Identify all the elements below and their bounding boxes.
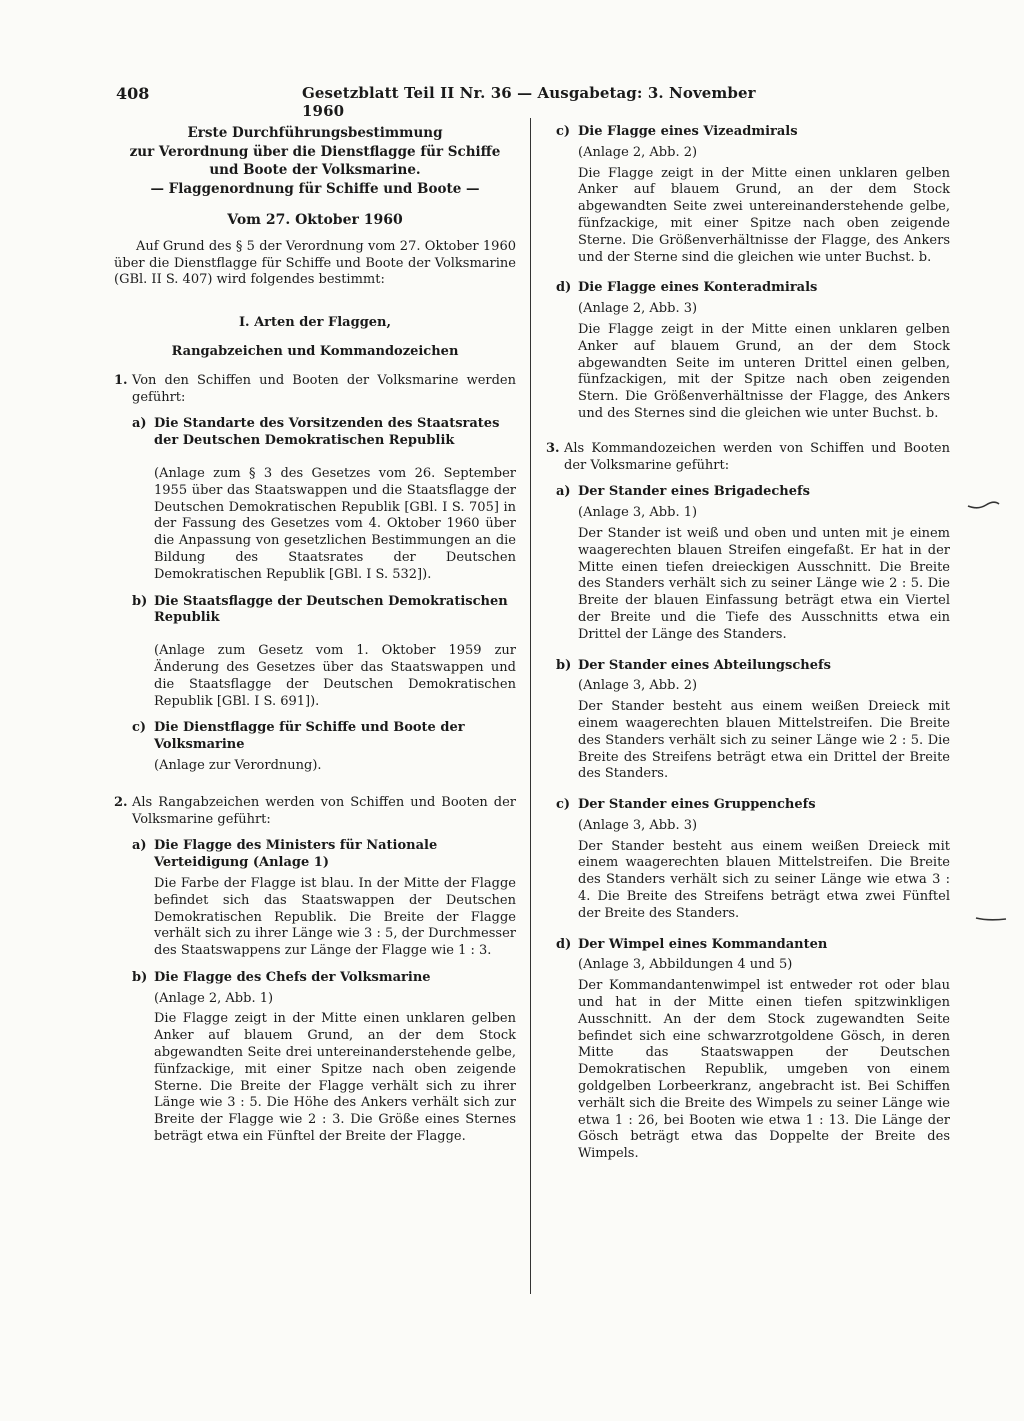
sub-item-title: Die Dienstflagge für Schiffe und Boote der Volksmarine [154, 720, 465, 753]
sub-item-2a [114, 838, 516, 872]
column-divider [530, 118, 531, 1294]
page-header [116, 84, 770, 120]
sub-item-title: Der Stander eines Brigadechefs [578, 484, 810, 500]
left-column [114, 124, 516, 1146]
sub-item-title: Die Flagge des Ministers für Nationale Verteidigung (Anlage 1) [154, 838, 438, 871]
item-text: Als Kommandozeichen werden von Schiffen und Booten der Volksmarine geführt: [564, 440, 950, 473]
page-number: 408 [116, 84, 150, 103]
annex-reference: (Anlage 3, Abb. 1) [578, 505, 698, 521]
document-title-line: Erste Durchführungsbestimmung [187, 125, 443, 141]
margin-mark [974, 914, 1008, 924]
sub-item-2d [556, 280, 950, 297]
sub-item-3c [556, 797, 950, 814]
list-item-3 [546, 441, 950, 475]
sub-item-2b [114, 970, 516, 987]
sub-item-label: c) [556, 124, 571, 139]
sub-item-title: Die Staatsflagge der Deutschen Demokratischen Republik [154, 593, 508, 626]
sub-item-label: b) [556, 657, 572, 673]
sub-item-label: d) [556, 280, 572, 296]
margin-mark [966, 500, 1000, 510]
list-item-2 [114, 795, 516, 829]
sub-item-body: Die Farbe der Flagge ist blau. In der Mitte der Flagge befindet sich das Staatswappen der Deutschen Demokratischen Republik. Die Breite der Flagge verhält sich zu ihrer Länge wie 3 : 5, der Durchmesser des Staatswappens zur Länge der Flagge wie 1 : 3. [154, 875, 516, 959]
list-item-1 [114, 373, 516, 407]
document-subtitle: — Flaggenordnung für Schiffe und Boote — [150, 180, 480, 197]
sub-item-3a [556, 484, 950, 501]
sub-item-label: b) [132, 969, 148, 985]
sub-item-1b [114, 594, 516, 628]
item-text: Als Rangabzeichen werden von Schiffen und Booten der Volksmarine geführt: [132, 794, 516, 827]
document-date: Vom 27. Oktober 1960 [227, 212, 403, 228]
item-text: Von den Schiffen und Booten der Volksmarine werden geführt: [132, 372, 516, 405]
sub-item-body: Der Stander ist weiß und oben und unten mit je einem waagerechten blauen Streifen eingefaßt. Er hat in der Mitte einen tiefen dreieckigen Ausschnitt. Die Breite des Standers verhält sich zu seiner Länge wie 2 : 5. Die Breite der blauen Einfassung beträgt etwa ein Viertel der Breite und die Tiefe des Ausschnitts etwa ein Drittel der Länge des Standers. [578, 525, 950, 642]
sub-item-2c [556, 124, 950, 141]
annex-reference: (Anlage 3, Abb. 2) [578, 678, 698, 694]
document-title-line: zur Verordnung über die Dienstflagge für Schiffe [129, 143, 501, 160]
sub-item-label: b) [132, 593, 148, 609]
annex-reference: (Anlage 2, Abb. 2) [578, 144, 698, 160]
sub-item-body: Die Flagge zeigt in der Mitte einen unklaren gelben Anker auf blauem Grund, an der dem Stock abgewandten Seite zwei untereinanderstehende gelbe, fünfzackige, mit einer Spitze nach oben zeigende Sterne. Die Größenverhältnisse der Flagge, des Ankers und der Sterne sind die gleichen wie unter Buchst. b. [578, 165, 950, 265]
sub-item-body: (Anlage zum § 3 des Gesetzes vom 26. September 1955 über das Staatswappen und die Staatsflagge der Deutschen Demokratischen Republik [GBl. I S. 705] in der Fassung des Gesetzes vom 4. Oktober 1960 über die Anpassung von gesetzlichen Bestimmungen an die Bildung des Staatsrates der Deutschen Demokratischen Republik [GBl. I S. 532]). [154, 465, 516, 582]
right-column [546, 124, 950, 1163]
sub-item-3d [556, 937, 950, 954]
sub-item-body: Der Stander besteht aus einem weißen Dreieck mit einem waagerechten blauen Mittelstreifen. Die Breite des Standers verhält sich zu seiner Länge wie etwa 3 : 4. Die Breite des Streifens beträgt etwa zwei Fünftel der Breite des Standers. [578, 838, 950, 921]
section-subheading: Rangabzeichen und Kommandozeichen [171, 343, 459, 359]
sub-item-3b [556, 658, 950, 675]
sub-item-title: Die Flagge eines Konteradmirals [578, 280, 818, 296]
annex-reference: (Anlage 2, Abb. 3) [578, 301, 698, 317]
sub-item-1a [114, 416, 516, 450]
sub-item-title: Die Flagge des Chefs der Volksmarine [154, 969, 431, 985]
sub-item-body: (Anlage zum Gesetz vom 1. Oktober 1959 zur Änderung des Gesetzes über das Staatswappen und die Staatsflagge der Deutschen Demokratischen Republik [GBl. I S. 691]). [154, 643, 516, 709]
item-number: 3. [546, 440, 560, 456]
sub-item-body: Der Kommandantenwimpel ist entweder rot oder blau und hat in der Mitte einen tiefen spitzwinkligen Ausschnitt. An der dem Stock zugewandten Seite befindet sich eine schwarzrotgoldene Gösch, in deren Mitte das Staatswappen der Deutschen Demokratischen Republik, umgeben von einem goldgelben Lorbeerkranz, angebracht ist. Bei Schiffen verhält sich die Breite des Wimpels zu seiner Länge wie etwa 1 : 26, bei Booten wie etwa 1 : 13. Die Länge der Gösch beträgt etwa das Doppelte der Breite des Wimpels. [578, 978, 950, 1162]
sub-item-label: c) [132, 720, 147, 736]
sub-item-body: Die Flagge zeigt in der Mitte einen unklaren gelben Anker auf blauem Grund, an der dem Stock abgewandten Seite drei untereinanderstehende gelbe, fünfzackige, mit einer Spitze nach oben zeigende Sterne. Die Breite der Flagge verhält sich zu ihrer Länge wie 3 : 5. Die Höhe des Ankers verhält sich zur Breite der Flagge wie 2 : 3. Die Größe eines Sternes beträgt etwa ein Fünftel der Breite der Flagge. [154, 1011, 516, 1145]
sub-item-body: (Anlage zur Verordnung). [154, 757, 322, 773]
item-number: 1. [114, 372, 128, 388]
sub-item-label: a) [132, 416, 147, 432]
intro-paragraph: Auf Grund des § 5 der Verordnung vom 27. Oktober 1960 über die Dienstflagge für Schiffe und Boote der Volksmarine (GBl. II S. 407) wird folgendes bestimmt: [114, 238, 516, 288]
sub-item-title: Der Stander eines Abteilungschefs [578, 657, 831, 673]
sub-item-1c [114, 720, 516, 754]
annex-reference: (Anlage 2, Abb. 1) [154, 990, 274, 1006]
sub-item-title: Die Standarte des Vorsitzenden des Staatsrates der Deutschen Demokratischen Republik [154, 416, 500, 449]
section-heading: I. Arten der Flaggen, [238, 315, 392, 331]
item-number: 2. [114, 794, 128, 810]
sub-item-label: c) [556, 797, 571, 813]
sub-item-label: d) [556, 936, 572, 952]
gazette-title: Gesetzblatt Teil II Nr. 36 — Ausgabetag: 3. November 1960 [302, 84, 756, 120]
sub-item-body: Die Flagge zeigt in der Mitte einen unklaren gelben Anker auf blauem Grund, an der dem Stock abgewandten Seite im unteren Drittel einen gelben, fünfzackigen, mit der Spitze nach oben zeigenden Stern. Die Größenverhältnisse der Flagge, des Ankers und des Sternes sind die gleichen wie unter Buchst. b. [578, 321, 950, 421]
sub-item-label: a) [132, 838, 147, 854]
sub-item-title: Der Wimpel eines Kommandanten [578, 936, 828, 952]
annex-reference: (Anlage 3, Abbildungen 4 und 5) [578, 957, 793, 973]
sub-item-body: Der Stander besteht aus einem weißen Dreieck mit einem waagerechten blauen Mittelstreifen. Die Breite des Standers verhält sich zu seiner Länge wie 2 : 5. Die Breite des Streifens beträgt etwa ein Drittel der Breite des Standers. [578, 699, 950, 782]
sub-item-title: Die Flagge eines Vizeadmirals [578, 124, 798, 139]
document-title-line: und Boote der Volksmarine. [209, 162, 421, 178]
annex-reference: (Anlage 3, Abb. 3) [578, 817, 698, 833]
sub-item-title: Der Stander eines Gruppenchefs [578, 797, 816, 813]
sub-item-label: a) [556, 484, 571, 500]
